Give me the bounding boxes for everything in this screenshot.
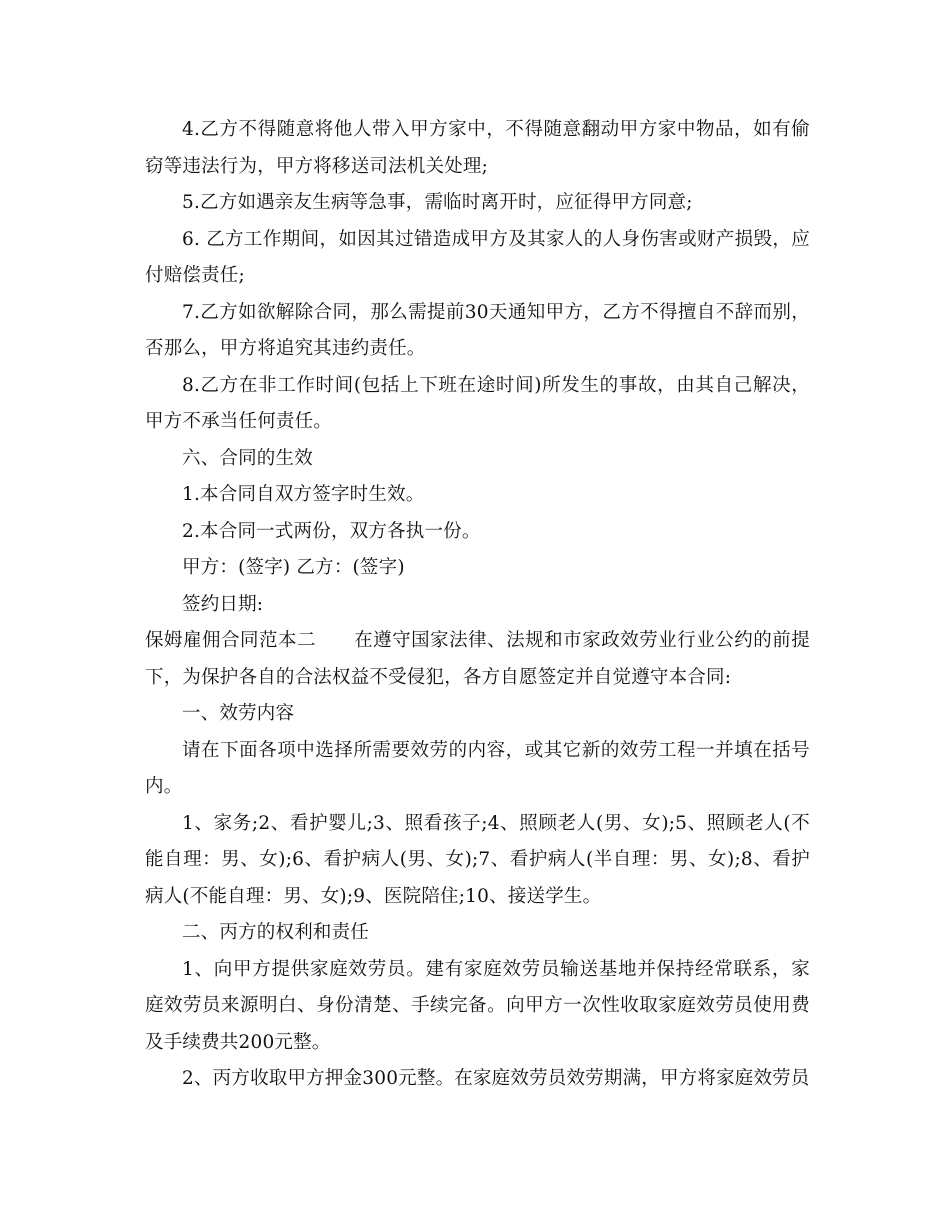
paragraph-party-c-1: 1、向甲方提供家庭效劳员。建有家庭效劳员输送基地并保持经常联系，家庭效劳员来源明白、身份清楚、手续完备。向甲方一次性收取家庭效劳员使用费及手续费共200元整。: [145, 958, 810, 1053]
document-body: [145, 112, 810, 1098]
signing-date: 签约日期:: [182, 593, 264, 615]
paragraph-effect-1: 1.本合同自双方签字时生效。: [182, 484, 425, 505]
paragraph-service-instruction: 请在下面各项中选择所需要效劳的内容，或其它新的效劳工程一并填在括号内。: [145, 739, 810, 797]
template-two-intro: 保姆雇佣合同范本二 在遵守国家法律、法规和市家政效劳业行业公约的前提下，为保护各自的合法权益不受侵犯，各方自愿签定并自觉遵守本合同:: [145, 630, 810, 688]
paragraph-clause-5: 5.乙方如遇亲友生病等急事，需临时离开时，应征得甲方同意;: [182, 192, 693, 213]
paragraph-clause-8: 8.乙方在非工作时间(包括上下班在途时间)所发生的事故，由其自己解决，甲方不承当任何责任。: [145, 374, 810, 432]
section-heading-service: 一、效劳内容: [182, 703, 295, 724]
paragraph-party-c-2: 2、丙方收取甲方押金300元整。在家庭效劳员效劳期满，甲方将家庭效劳员: [182, 1068, 810, 1089]
paragraph-effect-2: 2.本合同一式两份，双方各执一份。: [182, 520, 481, 542]
paragraph-clause-4: 4.乙方不得随意将他人带入甲方家中，不得随意翻动甲方家中物品，如有偷窃等违法行为，甲方将移送司法机关处理;: [145, 119, 810, 177]
paragraph-clause-7: 7.乙方如欲解除合同，那么需提前30天通知甲方，乙方不得擅自不辞而别，否那么，甲方将追究其违约责任。: [145, 301, 810, 359]
section-heading-effect: 六、合同的生效: [182, 447, 313, 469]
section-heading-party-c: 二、丙方的权利和责任: [182, 922, 370, 943]
paragraph-service-list: 1、家务;2、看护婴儿;3、照看孩子;4、照顾老人(男、女);5、照顾老人(不能自理：男、女);6、看护病人(男、女);7、看护病人(半自理：男、女);8、看护病人(不能自理：男、女);9、医院陪住;10、接送学生。: [145, 812, 810, 907]
paragraph-clause-6: 6. 乙方工作期间，如因其过错造成甲方及其家人的人身伤害或财产损毁，应付赔偿责任;: [145, 228, 810, 286]
signature-line: 甲方：(签字) 乙方：(签字): [182, 557, 405, 578]
